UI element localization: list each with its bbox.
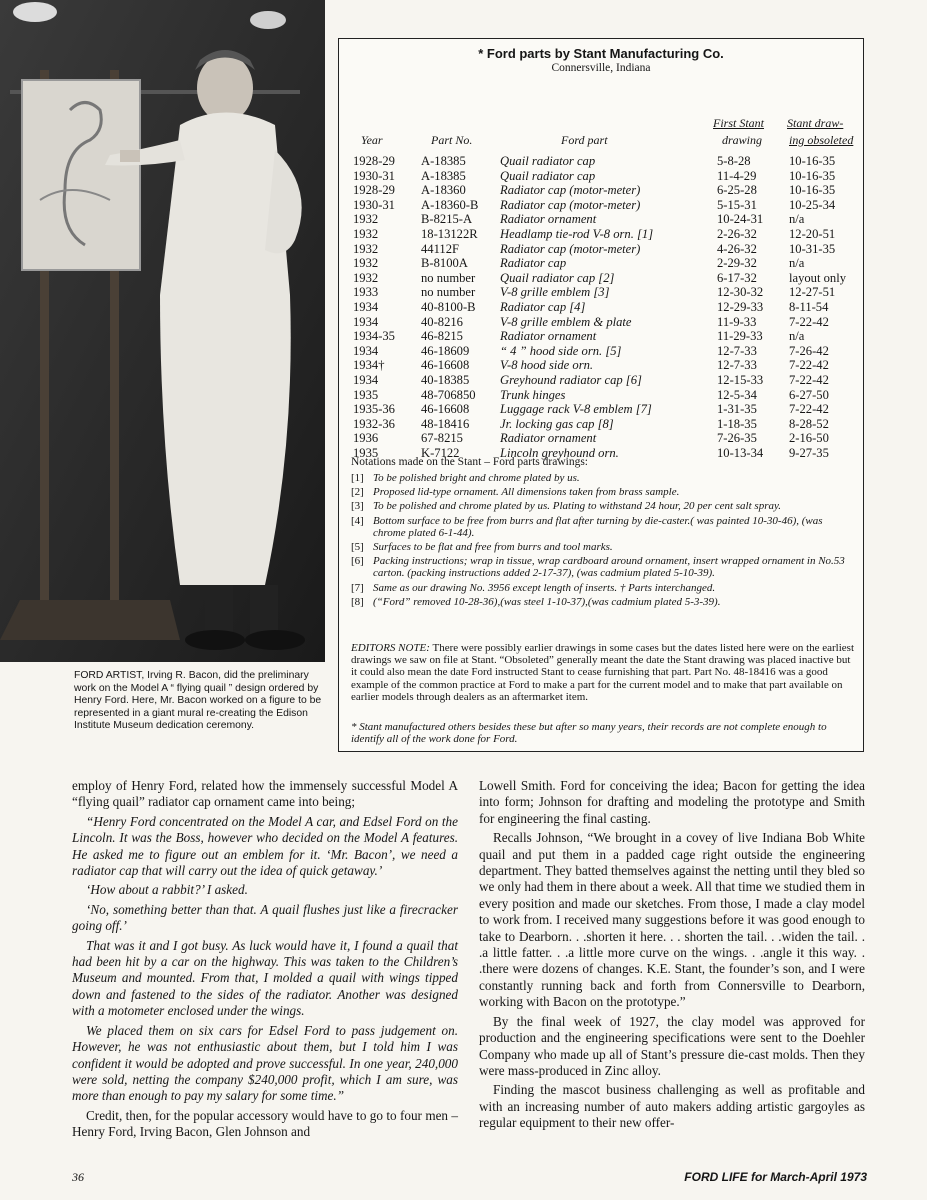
cell-part-no: B-8215-A [421, 212, 473, 227]
cell-year: 1928-29 [353, 183, 395, 198]
cell-year: 1934 [353, 300, 379, 314]
note-text: Proposed lid-type ornament. All dimensions taken from brass sample. [373, 486, 680, 499]
cell-ford-part: Quail radiator cap [500, 168, 596, 183]
article-paragraph: employ of Henry Ford, related how the immensely successful Model A “flying quail” radiator cap ornament came into being; [72, 778, 458, 810]
table-row [339, 373, 863, 388]
note-number: [5] [351, 541, 364, 554]
cell-ford-part: Radiator cap (motor-meter) [500, 183, 641, 198]
table-row [339, 300, 863, 315]
cell-year: 1935 [353, 387, 379, 402]
editors-note-label: EDITORS NOTE: [351, 642, 430, 654]
article-right-column [479, 778, 865, 1135]
cell-ford-part: Radiator ornament [500, 431, 597, 446]
cell-obsoleted: 7-22-42 [789, 402, 829, 417]
note-number: [4] [351, 514, 364, 527]
cell-ford-part: Trunk hinges [500, 387, 566, 402]
article-paragraph: Finding the mascot business challenging as well as profitable and with an increasing number of auto makers adding artistic gargoyles as regular equipment to their new offer- [479, 1082, 865, 1131]
note-text: To be polished and chrome plated by us. Plating to withstand 24 hour, 20 per cent salt spray. [373, 500, 782, 513]
note-text: Surfaces to be flat and free from burrs and tool marks. [373, 541, 613, 554]
cell-first-drawing: 11-9-33 [717, 314, 757, 329]
cell-year: 1934-35 [353, 329, 395, 344]
article-paragraph: “Henry Ford concentrated on the Model A car, and Edsel Ford on the Lincoln. It was the Boss, however who decided on the Model A features. He asked me to figure out an emblem for it. ‘Mr. Bacon’, we need a radiator cap that will carry out the idea of quick getaway.’ [72, 813, 458, 879]
photo-caption: FORD ARTIST, Irving R. Bacon, did the preliminary work on the Model A “ flying quail ” design ordered by Henry Ford. Here, Mr. Bacon worked on a figure to be represented in a giant mural re-creating the Edison Institute Museum dedication ceremony. [74, 670, 322, 732]
cell-year: 1934† [353, 358, 385, 373]
artist-photo [0, 0, 325, 662]
cell-obsoleted: layout only [789, 270, 847, 285]
table-row [339, 198, 863, 213]
cell-year: 1936 [353, 431, 379, 446]
cell-year: 1935-36 [353, 402, 395, 417]
cell-obsoleted: 7-22-42 [789, 314, 829, 329]
article-paragraph: ‘How about a rabbit?’ I asked. [86, 882, 248, 898]
article-paragraph: Recalls Johnson, “We brought in a covey of live Indiana Bob White quail and put them in a padded cage right outside the engineering department. They batted themselves against the netting until they bled so we only had them in there about a week. All that time we studied them in every position and made our sketches. From those, I made a clay model to work from. I received many suggestions before it was good enough to take to Dearborn. . .shorten it here. . . shorten the tail. . .widen the tail. . .a little fatter. . .a little more curve on the wings. . .angle it this way. . .there were dozens of changes. K.E. Stant, the founder’s son, and I were constantly running back and forth from Connersville to Dearborn, working with Bacon on the prototype.” [479, 830, 866, 1010]
cell-ford-part: Radiator cap (motor-meter) [500, 197, 641, 212]
table-row [339, 285, 863, 300]
cell-obsoleted: 8-11-54 [789, 300, 829, 314]
note-number: [7] [351, 581, 364, 594]
header-first-2: drawing [722, 133, 763, 147]
cell-part-no: A-18360-B [421, 197, 479, 212]
article-paragraph: We placed them on six cars for Edsel Ford to pass judgement on. However, he was not enthusiastic about them, but I told him I was confident it would be adopted and prove successful. In one year, 240,000 were sold, netting the company $240,000 profit, which I am sure, was more than enough to pay my salary for some time.” [72, 1022, 458, 1104]
cell-ford-part: V-8 hood side orn. [500, 358, 594, 373]
cell-first-drawing: 12-15-33 [717, 373, 764, 387]
cell-first-drawing: 12-7-33 [717, 358, 757, 373]
table-row [339, 154, 863, 169]
table-header [339, 116, 863, 150]
cell-part-no: A-18385 [421, 154, 466, 168]
cell-ford-part: Luggage rack V-8 emblem [7] [500, 402, 652, 417]
note-item [351, 555, 851, 579]
table-subtitle: Connersville, Indiana [551, 62, 651, 74]
cell-part-no: 46-8215 [421, 329, 463, 344]
table-row [339, 358, 863, 373]
cell-obsoleted: 7-22-42 [789, 373, 829, 387]
cell-ford-part: Quail radiator cap [500, 154, 596, 168]
cell-year: 1932 [353, 212, 379, 227]
table-row [339, 329, 863, 344]
cell-obsoleted: n/a [789, 212, 805, 227]
article-paragraph: ‘No, something better than that. A quail flushes just like a firecracker going off.’ [72, 901, 458, 934]
notes-list [351, 472, 851, 610]
cell-year: 1930-31 [353, 168, 395, 183]
cell-part-no: 40-18385 [421, 373, 470, 387]
table-row [339, 271, 863, 286]
cell-obsoleted: 6-27-50 [789, 387, 829, 402]
table-row [339, 242, 863, 257]
cell-obsoleted: 10-16-35 [789, 168, 836, 183]
cell-first-drawing: 5-8-28 [717, 154, 751, 168]
table-row [339, 344, 863, 359]
note-item [351, 486, 851, 498]
cell-ford-part: Jr. locking gas cap [8] [500, 416, 614, 431]
editors-note-text: There were possibly earlier drawings in some cases but the dates listed here were on the earliest drawings we saw on file at Stant. “Obsoleted” generally meant the date the Stant drawing was placed inactive but it could also mean the date Ford instructed Stant to cease furnishing that part. Part No. 48-18416 was a good example of the common practice at Ford to make a part for the current model and to make that part available on earlier models through dealers as an aftermarket item. [351, 642, 855, 703]
cell-obsoleted: 9-27-35 [789, 446, 829, 460]
cell-part-no: 40-8216 [421, 314, 463, 329]
cell-ford-part: Radiator cap [500, 256, 567, 271]
article-paragraph: That was it and I got busy. As luck would have it, I found a quail that had been hit by a car on the highway. This was taken to the Children’s Museum and mounted. From that, I molded a quail with wings tipped down and fastened to the sides of the radiator. Another was designed with a motometer enclosed under the wings. [72, 937, 458, 1019]
cell-ford-part: Lincoln greyhound orn. [500, 446, 619, 460]
note-item [351, 515, 851, 539]
cell-first-drawing: 4-26-32 [717, 241, 757, 256]
article-left-column [72, 778, 458, 1144]
magazine-footer: FORD LIFE for March-April 1973 [684, 1170, 867, 1184]
cell-ford-part: Radiator cap (motor-meter) [500, 241, 641, 256]
cell-obsoleted: n/a [789, 329, 805, 344]
cell-part-no: no number [421, 285, 476, 300]
cell-first-drawing: 2-29-32 [717, 256, 757, 271]
table-row [339, 183, 863, 198]
cell-year: 1932 [353, 241, 379, 256]
cell-part-no: 44112F [421, 241, 460, 256]
cell-part-no: 46-16608 [421, 358, 470, 373]
header-obs-2: ing obsoleted [789, 133, 854, 147]
table-row [339, 402, 863, 417]
table-row [339, 256, 863, 271]
table-row [339, 169, 863, 184]
table-row [339, 388, 863, 403]
cell-part-no: 18-13122R [421, 227, 478, 241]
cell-first-drawing: 1-31-35 [717, 402, 757, 417]
note-text: To be polished bright and chrome plated by us. [373, 472, 580, 484]
cell-obsoleted: 10-16-35 [789, 154, 836, 168]
notes-heading: Notations made on the Stant – Ford parts drawings: [351, 456, 588, 468]
cell-part-no: K-7122 [421, 446, 460, 460]
cell-first-drawing: 12-7-33 [717, 343, 757, 358]
cell-ford-part: Radiator ornament [500, 329, 597, 344]
cell-obsoleted: 2-16-50 [789, 431, 829, 446]
table-footnote: * Stant manufactured others besides these but after so many years, their records are not complete enough to identify all of the work done for Ford. [351, 721, 827, 746]
cell-first-drawing: 11-4-29 [717, 168, 757, 183]
cell-first-drawing: 10-13-34 [717, 446, 764, 460]
note-text: Same as our drawing No. 3956 except length of inserts. † Parts interchanged. [373, 581, 716, 594]
cell-obsoleted: 12-20-51 [789, 227, 836, 241]
stant-parts-table [338, 38, 864, 752]
table-title: * Ford parts by Stant Manufacturing Co. [478, 46, 724, 61]
article-paragraph: Lowell Smith. Ford for conceiving the idea; Bacon for getting the idea into form; Johnson for drafting and modeling the prototype and Smith for engineering the final casting. [479, 778, 865, 826]
note-text: (“Ford” removed 10-28-36),(was steel 1-10-37),(was cadmium plated 5-3-39). [373, 595, 721, 608]
table-row [339, 315, 863, 330]
cell-year: 1932 [353, 227, 379, 241]
cell-year: 1934 [353, 314, 379, 329]
cell-year: 1934 [353, 373, 379, 387]
cell-obsoleted: 8-28-52 [789, 416, 829, 431]
cell-obsoleted: n/a [789, 256, 805, 271]
cell-part-no: 46-16608 [421, 402, 470, 417]
note-item [351, 541, 851, 553]
note-number: [2] [351, 486, 364, 499]
cell-part-no: B-8100A [421, 256, 468, 271]
editors-note [351, 642, 856, 703]
cell-obsoleted: 7-26-42 [789, 343, 829, 358]
cell-first-drawing: 7-26-35 [717, 431, 757, 446]
cell-part-no: 40-8100-B [421, 300, 476, 314]
cell-obsoleted: 7-22-42 [789, 358, 829, 373]
cell-obsoleted: 10-31-35 [789, 241, 836, 256]
cell-part-no: no number [421, 270, 476, 285]
table-row [339, 431, 863, 446]
page-number: 36 [72, 1170, 84, 1184]
header-ford-part: Ford part [561, 133, 608, 147]
cell-ford-part: V-8 grille emblem & plate [500, 314, 632, 329]
cell-obsoleted: 12-27-51 [789, 285, 836, 300]
cell-ford-part: Greyhound radiator cap [6] [500, 373, 642, 387]
note-item [351, 472, 851, 484]
cell-ford-part: Quail radiator cap [2] [500, 270, 615, 285]
cell-part-no: 48-706850 [421, 387, 476, 402]
note-number: [8] [351, 595, 364, 608]
cell-year: 1935 [353, 446, 379, 460]
table-row [339, 227, 863, 242]
header-year: Year [361, 133, 383, 147]
cell-first-drawing: 6-17-32 [717, 270, 757, 285]
cell-part-no: A-18360 [421, 183, 466, 198]
cell-ford-part: Radiator cap [4] [500, 300, 586, 314]
article-paragraph: Credit, then, for the popular accessory would have to go to four men – Henry Ford, Irving Bacon, Glen Johnson and [72, 1107, 458, 1140]
cell-first-drawing: 12-5-34 [717, 387, 757, 402]
cell-ford-part: “ 4 ” hood side orn. [5] [500, 343, 622, 358]
header-part-no: Part No. [431, 133, 473, 147]
cell-part-no: 67-8215 [421, 431, 463, 446]
note-text: Packing instructions; wrap in tissue, wrap cardboard around ornament, insert wrapped ornament in No.53 carton. (packing instructions added 2-17-37), (was cadmium plated 5-10-39). [373, 555, 845, 580]
cell-year: 1934 [353, 343, 379, 358]
cell-first-drawing: 12-29-33 [717, 300, 764, 314]
note-number: [1] [351, 472, 364, 484]
cell-ford-part: Headlamp tie-rod V-8 orn. [1] [500, 227, 654, 241]
cell-year: 1930-31 [353, 197, 395, 212]
note-text: Bottom surface to be free from burrs and flat after turning by die-caster.( was painted 10-30-46), (was chrome plated 6-1-44). [373, 514, 823, 539]
note-item [351, 500, 851, 512]
cell-obsoleted: 10-25-34 [789, 197, 836, 212]
cell-part-no: 46-18609 [421, 343, 470, 358]
note-number: [6] [351, 555, 364, 568]
cell-part-no: 48-18416 [421, 416, 470, 431]
table-row [339, 212, 863, 227]
header-first-1: First Stant [713, 116, 765, 130]
article-paragraph: By the final week of 1927, the clay model was approved for production and the engineering specifications were sent to the Doehler Company who made up all of Stant’s pressure die-cast molds. Then they were mass-produced in Zinc alloy. [479, 1013, 865, 1078]
cell-first-drawing: 5-15-31 [717, 197, 757, 212]
cell-year: 1932 [353, 270, 379, 285]
cell-first-drawing: 12-30-32 [717, 285, 764, 300]
cell-year: 1928-29 [353, 154, 395, 168]
note-item [351, 582, 851, 594]
note-item [351, 596, 851, 608]
cell-first-drawing: 11-29-33 [717, 329, 763, 344]
cell-year: 1933 [353, 285, 379, 300]
cell-obsoleted: 10-16-35 [789, 183, 836, 198]
note-number: [3] [351, 500, 364, 513]
cell-first-drawing: 10-24-31 [717, 212, 764, 227]
cell-year: 1932 [353, 256, 379, 271]
table-row [339, 417, 863, 432]
cell-first-drawing: 2-26-32 [717, 227, 757, 241]
header-obs-1: Stant draw- [787, 116, 844, 130]
cell-part-no: A-18385 [421, 168, 466, 183]
cell-first-drawing: 6-25-28 [717, 183, 757, 198]
cell-ford-part: Radiator ornament [500, 212, 597, 227]
cell-first-drawing: 1-18-35 [717, 416, 757, 431]
cell-ford-part: V-8 grille emblem [3] [500, 285, 610, 300]
cell-year: 1932-36 [353, 416, 395, 431]
